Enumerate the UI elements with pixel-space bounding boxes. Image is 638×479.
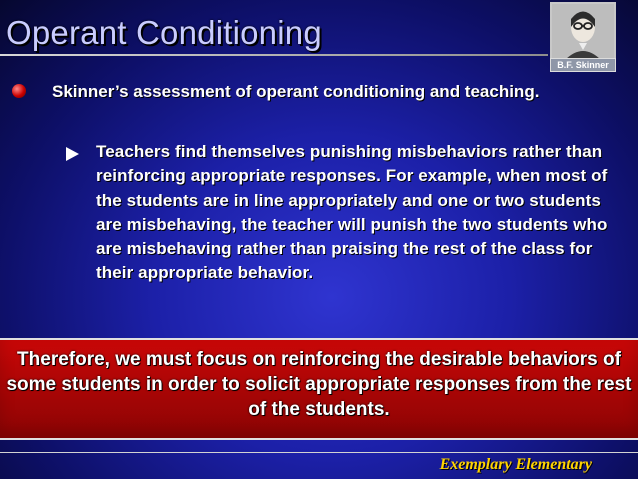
white-arrow-bullet-icon — [66, 147, 79, 161]
slide-title: Operant Conditioning — [6, 14, 322, 51]
footer-divider — [0, 452, 638, 453]
portrait-icon — [552, 4, 614, 60]
portrait-caption: B.F. Skinner — [550, 58, 616, 72]
title-divider — [0, 54, 548, 56]
red-circle-bullet-icon — [12, 84, 26, 98]
portrait-image — [550, 2, 616, 62]
bullet-text-1: Skinner’s assessment of operant conditioning and teaching. — [52, 82, 540, 101]
banner-text: Therefore, we must focus on reinforcing the desirable behaviors of some students in order to solicit appropriate responses from the rest of the students. — [6, 349, 632, 420]
bullet-text-2: Teachers find themselves punishing misbehaviors rather than reinforcing appropriate responses. For example, when most of the students are in line appropriately and one or two students are misbehaving, the teacher will punish the two students who are misbehaving rather than praising the rest of the class for their appropriate behavior. — [96, 142, 608, 283]
footer-brand: Exemplary Elementary — [439, 456, 592, 473]
